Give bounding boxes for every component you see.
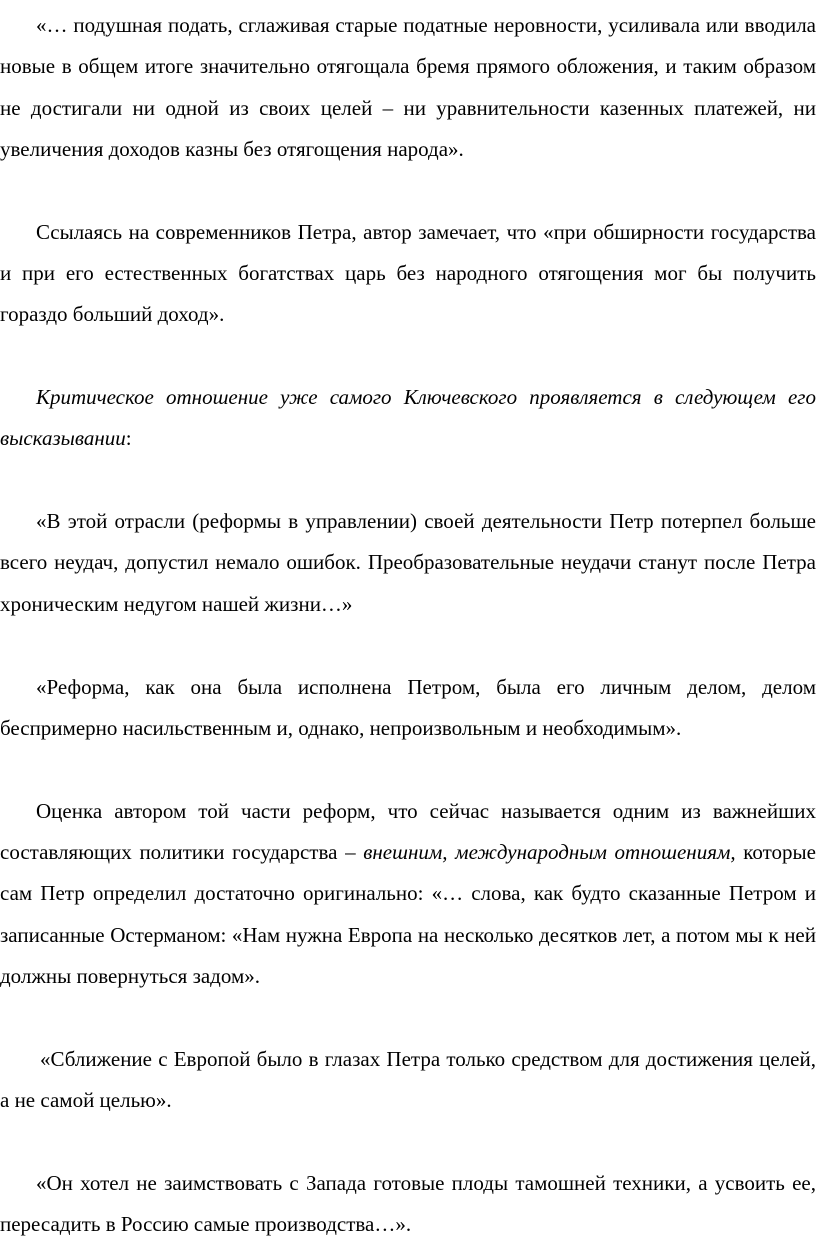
- italic-text: Критическое отношение уже самого Ключевского проявляется в следующем его высказывании: [0, 385, 816, 451]
- paragraph-text: «Сближение с Европой было в глазах Петра только средством для достижения целей, а не самой целью».: [0, 1046, 816, 1112]
- paragraph-administration-quote: [0, 501, 816, 625]
- paragraph-gap: [0, 336, 816, 378]
- paragraph-europe-rapprochement: [0, 1039, 816, 1122]
- document-page: [0, 5, 816, 1245]
- paragraph-text: «В этой отрасли (реформы в управлении) своей деятельности Петр потерпел больше всего неудач, допустил немало ошибок. Преобразовательные неудачи станут после Петра хроническим недугом нашей жизни…»: [0, 509, 816, 616]
- paragraph-gap: [0, 625, 816, 667]
- paragraph-reform-quote: [0, 667, 816, 750]
- paragraph-text: Ссылаясь на современников Петра, автор замечает, что «при обширности государства и при его естественных богатствах царь без народного отягощения мог бы получить гораздо больший доход».: [0, 219, 816, 327]
- paragraph-gap: [0, 749, 816, 791]
- paragraph-contemporaries: [0, 212, 816, 336]
- paragraph-klyuchevsky-critique: [0, 377, 816, 460]
- paragraph-gap: [0, 997, 816, 1039]
- paragraph-poll-tax-quote: [0, 5, 816, 170]
- paragraph-gap: [0, 1121, 816, 1163]
- paragraph-foreign-relations: [0, 791, 816, 997]
- paragraph-text: «Он хотел не заимствовать с Запада готовые плоды тамошней техники, а усвоить ее, пересадить в Россию самые производства…».: [0, 1170, 816, 1237]
- italic-text: внешним, международным отношениям,: [363, 839, 736, 864]
- paragraph-text: «… подушная подать, сглаживая старые податные неровности, усиливала или вводила новые в общем итоге значительно отягощала бремя прямого обложения, и таким образом не достигали ни одной из своих целей – ни уравнительности казенных платежей, ни увеличения доходов казны без отягощения народа».: [0, 13, 816, 161]
- paragraph-gap: [0, 460, 816, 502]
- paragraph-gap: [0, 170, 816, 212]
- paragraph-text: «Реформа, как она была исполнена Петром, была его личным делом, делом беспримерно насильственным и, однако, непроизвольным и необходимым».: [0, 674, 816, 740]
- paragraph-text: которые сам Петр определил достаточно оригинально: «… слова, как будто сказанные Петром и записанные Остерманом: «Нам нужна Европа на несколько десятков лет, а потом мы к ней должны повернуться задом».: [0, 839, 816, 988]
- paragraph-text: :: [125, 426, 132, 451]
- paragraph-text: Оценка автором той части реформ, что сейчас называется одним из важнейших составляющих политики государства –: [0, 798, 816, 864]
- paragraph-western-technique: [0, 1163, 816, 1245]
